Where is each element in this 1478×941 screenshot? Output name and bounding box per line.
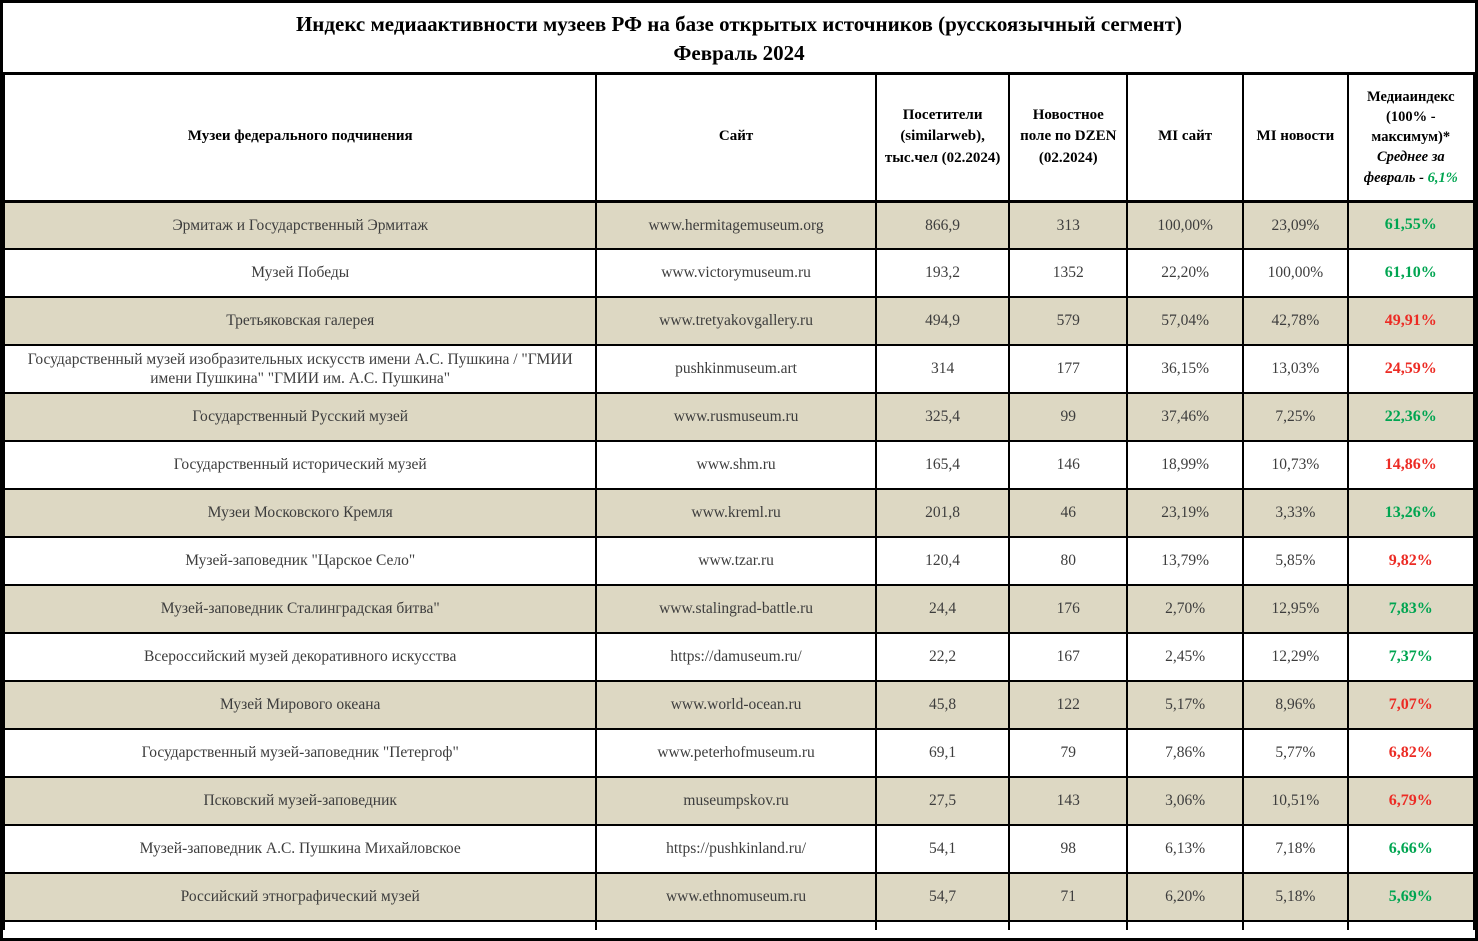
report-title: Индекс медиаактивности музеев РФ на базе открытых источников (русскоязычный сегмент)	[295, 12, 1183, 36]
cell-mi-site: 2,45%	[1127, 633, 1243, 681]
cell-site: www.tzar.ru	[596, 537, 875, 585]
cell-site: https://pushkinland.ru/	[596, 825, 875, 873]
table-row	[4, 633, 1474, 681]
cell-mi-news: 12,29%	[1243, 633, 1347, 681]
cell-dzen: 71	[1009, 873, 1127, 921]
cell-museum-name: Музей-заповедник "Царское Село"	[4, 537, 596, 585]
table-row	[4, 297, 1474, 345]
cell-mi-news: 23,09%	[1243, 201, 1347, 249]
cell-museum-name: Музей-заповедник А.С. Пушкина Михайловское	[4, 825, 596, 873]
cell-visitors: 54,1	[876, 825, 1010, 873]
cell-mi-news: 5,77%	[1243, 729, 1347, 777]
table-row	[4, 489, 1474, 537]
cell-mediaindex: 7,83%	[1348, 585, 1474, 633]
cell-mi-site	[1127, 921, 1243, 930]
cell-dzen: 1352	[1009, 249, 1127, 297]
header-mediaindex-note: Среднее за февраль -	[1363, 149, 1445, 186]
header-mediaindex-average: 6,1%	[1427, 169, 1458, 186]
cell-mi-news: 7,18%	[1243, 825, 1347, 873]
cell-mi-news: 100,00%	[1243, 249, 1347, 297]
cell-site: pushkinmuseum.art	[596, 345, 875, 393]
cell-visitors: 314	[876, 345, 1010, 393]
cell-site: www.tretyakovgallery.ru	[596, 297, 875, 345]
cell-mi-site: 18,99%	[1127, 441, 1243, 489]
cell-mediaindex: 61,10%	[1348, 249, 1474, 297]
table-row	[4, 729, 1474, 777]
header-mediaindex	[1348, 75, 1474, 201]
cell-visitors: 27,5	[876, 777, 1010, 825]
header-site: Сайт	[596, 75, 875, 201]
cell-site: museumpskov.ru	[596, 777, 875, 825]
cell-dzen: 98	[1009, 825, 1127, 873]
cell-dzen: 579	[1009, 297, 1127, 345]
cell-mi-news: 7,25%	[1243, 393, 1347, 441]
cell-mediaindex: 9,82%	[1348, 537, 1474, 585]
table-row	[4, 201, 1474, 249]
table-row	[4, 777, 1474, 825]
cell-museum-name: Государственный музей изобразительных искусств имени А.С. Пушкина / "ГМИИ имени Пушкина" "ГМИИ им. А.С. Пушкина"	[4, 345, 596, 393]
cell-site: www.stalingrad-battle.ru	[596, 585, 875, 633]
cell-mi-news: 13,03%	[1243, 345, 1347, 393]
cell-museum-name	[4, 921, 596, 930]
cell-mi-site: 6,13%	[1127, 825, 1243, 873]
cell-mediaindex: 14,86%	[1348, 441, 1474, 489]
cell-mi-site: 23,19%	[1127, 489, 1243, 537]
cell-dzen: 146	[1009, 441, 1127, 489]
cell-dzen	[1009, 921, 1127, 930]
cell-visitors: 494,9	[876, 297, 1010, 345]
cell-visitors: 45,8	[876, 681, 1010, 729]
cell-mi-site: 7,86%	[1127, 729, 1243, 777]
cell-visitors: 193,2	[876, 249, 1010, 297]
cell-mi-site: 3,06%	[1127, 777, 1243, 825]
cell-site: https://damuseum.ru/	[596, 633, 875, 681]
table-row	[4, 585, 1474, 633]
cell-mediaindex	[1348, 921, 1474, 930]
cell-site: www.hermitagemuseum.org	[596, 201, 875, 249]
cell-dzen: 79	[1009, 729, 1127, 777]
cell-mi-site: 5,17%	[1127, 681, 1243, 729]
cell-mi-news	[1243, 921, 1347, 930]
cell-mi-site: 6,20%	[1127, 873, 1243, 921]
cell-dzen: 177	[1009, 345, 1127, 393]
cell-mi-site: 57,04%	[1127, 297, 1243, 345]
cell-mediaindex: 7,37%	[1348, 633, 1474, 681]
cell-museum-name: Государственный Русский музей	[4, 393, 596, 441]
cell-visitors	[876, 921, 1010, 930]
cell-site: www.kreml.ru	[596, 489, 875, 537]
cell-mi-news: 10,51%	[1243, 777, 1347, 825]
cell-site: www.ethnomuseum.ru	[596, 873, 875, 921]
cell-mi-site: 2,70%	[1127, 585, 1243, 633]
cell-mi-news: 3,33%	[1243, 489, 1347, 537]
header-mediaindex-main: Медиаиндекс (100% - максимум)*	[1366, 88, 1455, 146]
report-subtitle-month: Февраль 2024	[673, 41, 805, 66]
cell-dzen: 99	[1009, 393, 1127, 441]
cell-visitors: 120,4	[876, 537, 1010, 585]
cell-museum-name: Музей Мирового океана	[4, 681, 596, 729]
table-row	[4, 825, 1474, 873]
table-header-row	[4, 75, 1474, 201]
cell-museum-name: Эрмитаж и Государственный Эрмитаж	[4, 201, 596, 249]
cell-dzen: 176	[1009, 585, 1127, 633]
cell-mi-news: 10,73%	[1243, 441, 1347, 489]
table-row	[4, 345, 1474, 393]
cell-visitors: 69,1	[876, 729, 1010, 777]
header-visitors: Посетители (similarweb), тыс.чел (02.2024)	[876, 75, 1010, 201]
header-museum: Музеи федерального подчинения	[4, 75, 596, 201]
cell-museum-name: Музей Победы	[4, 249, 596, 297]
table-row	[4, 393, 1474, 441]
cell-mi-site: 36,15%	[1127, 345, 1243, 393]
table-row	[4, 249, 1474, 297]
cell-museum-name: Музей-заповедник Сталинградская битва"	[4, 585, 596, 633]
cell-visitors: 22,2	[876, 633, 1010, 681]
cell-dzen: 46	[1009, 489, 1127, 537]
cell-mediaindex: 6,66%	[1348, 825, 1474, 873]
cell-visitors: 201,8	[876, 489, 1010, 537]
header-dzen: Новостное поле по DZEN (02.2024)	[1009, 75, 1127, 201]
cell-visitors: 325,4	[876, 393, 1010, 441]
cell-mi-site: 22,20%	[1127, 249, 1243, 297]
cell-visitors: 165,4	[876, 441, 1010, 489]
cell-visitors: 54,7	[876, 873, 1010, 921]
cell-mi-news: 12,95%	[1243, 585, 1347, 633]
cell-site: www.shm.ru	[596, 441, 875, 489]
cell-museum-name: Псковский музей-заповедник	[4, 777, 596, 825]
cell-museum-name: Музеи Московского Кремля	[4, 489, 596, 537]
cell-museum-name: Третьяковская галерея	[4, 297, 596, 345]
cell-mediaindex: 22,36%	[1348, 393, 1474, 441]
table-row	[4, 873, 1474, 921]
cell-visitors: 866,9	[876, 201, 1010, 249]
cell-mi-news: 5,18%	[1243, 873, 1347, 921]
cell-mediaindex: 49,91%	[1348, 297, 1474, 345]
table-body	[4, 201, 1474, 930]
table-row	[4, 441, 1474, 489]
cell-site	[596, 921, 875, 930]
cell-mediaindex: 5,69%	[1348, 873, 1474, 921]
cell-mi-news: 42,78%	[1243, 297, 1347, 345]
cell-dzen: 143	[1009, 777, 1127, 825]
cell-mi-site: 100,00%	[1127, 201, 1243, 249]
cell-museum-name: Российский этнографический музей	[4, 873, 596, 921]
cell-visitors: 24,4	[876, 585, 1010, 633]
cell-mi-site: 37,46%	[1127, 393, 1243, 441]
cell-site: www.rusmuseum.ru	[596, 393, 875, 441]
cell-museum-name: Государственный музей-заповедник "Петергоф"	[4, 729, 596, 777]
cell-site: www.peterhofmuseum.ru	[596, 729, 875, 777]
cell-dzen: 167	[1009, 633, 1127, 681]
table-row	[4, 537, 1474, 585]
cell-mi-news: 8,96%	[1243, 681, 1347, 729]
cell-dzen: 313	[1009, 201, 1127, 249]
cell-mi-news: 5,85%	[1243, 537, 1347, 585]
media-index-table	[3, 75, 1475, 930]
cell-mediaindex: 6,79%	[1348, 777, 1474, 825]
cell-dzen: 122	[1009, 681, 1127, 729]
table-row	[4, 681, 1474, 729]
cell-mediaindex: 61,55%	[1348, 201, 1474, 249]
cell-mediaindex: 13,26%	[1348, 489, 1474, 537]
report-title-block	[3, 3, 1475, 75]
cell-site: www.victorymuseum.ru	[596, 249, 875, 297]
cell-site: www.world-ocean.ru	[596, 681, 875, 729]
partial-row	[4, 921, 1474, 930]
cell-mediaindex: 24,59%	[1348, 345, 1474, 393]
cell-mi-site: 13,79%	[1127, 537, 1243, 585]
cell-museum-name: Всероссийский музей декоративного искусства	[4, 633, 596, 681]
cell-mediaindex: 7,07%	[1348, 681, 1474, 729]
cell-dzen: 80	[1009, 537, 1127, 585]
header-mi-news: MI новости	[1243, 75, 1347, 201]
header-mi-site: MI сайт	[1127, 75, 1243, 201]
cell-mediaindex: 6,82%	[1348, 729, 1474, 777]
cell-museum-name: Государственный исторический музей	[4, 441, 596, 489]
